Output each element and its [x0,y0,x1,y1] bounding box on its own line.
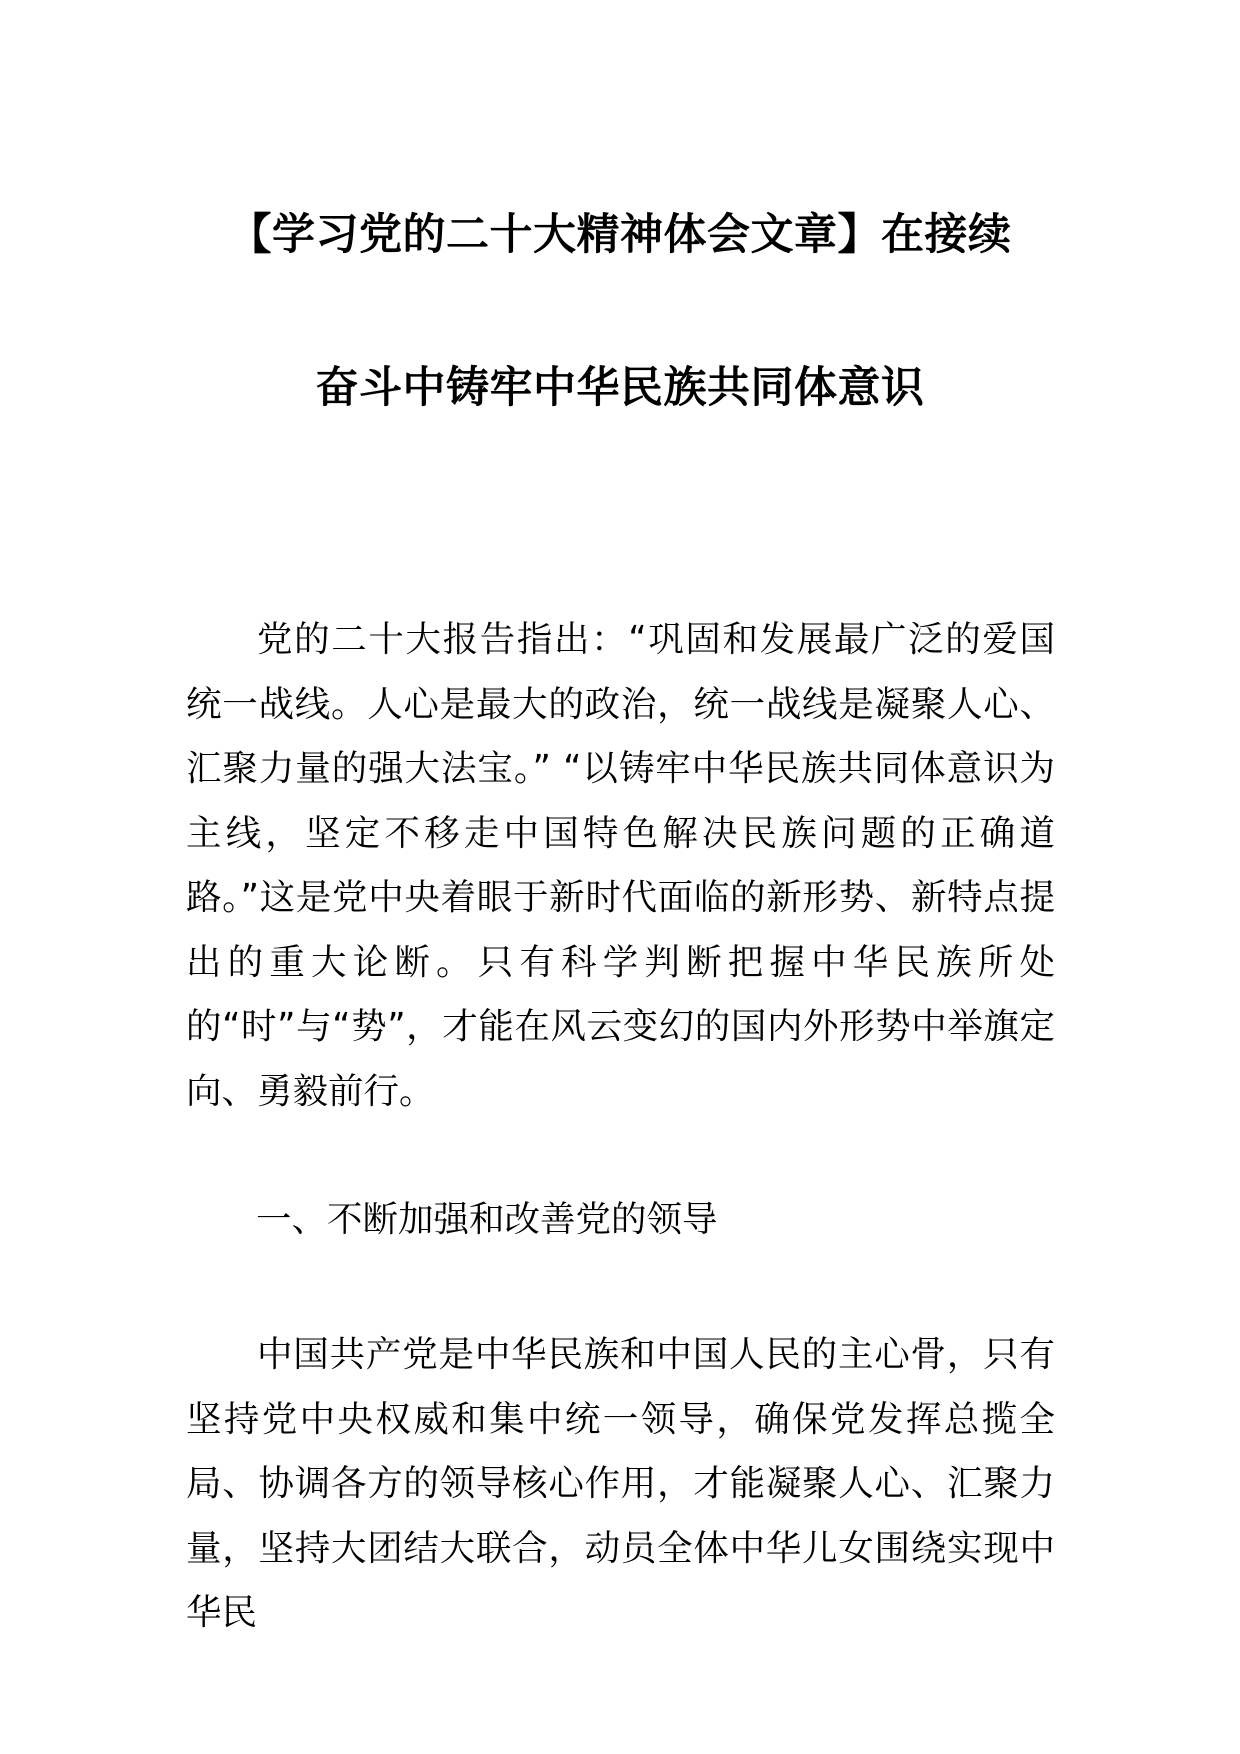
document-title-line-1: 【学习党的二十大精神体会文章】在接续 [228,210,1012,260]
section-heading: 一、不断加强和改善党的领导 [256,1199,718,1240]
body-paragraph-1: 党的二十大报告指出：“巩固和发展最广泛的爱国统一战线。人心是最大的政治，统一战线是凝聚人心、汇聚力量的强大法宝。” “以铸牢中华民族共同体意识为主线，坚定不移走中国特色解决民族问题的正确道路。”这是党中央着眼于新时代面临的新形势、新特点提出的重大论断。只有科学判断把握中华民族所处的“时”与“势”，才能在风云变幻的国内外形势中举旗定向、勇毅前行。 [186,619,1055,1112]
body-paragraph-2: 中国共产党是中华民族和中国人民的主心骨，只有坚持党中央权威和集中统一领导，确保党发挥总揽全局、协调各方的领导核心作用，才能凝聚人心、汇聚力量，坚持大团结大联合，动员全体中华儿女围绕实现中华民 [186,1334,1055,1633]
document-title-line-2: 奋斗中铸牢中华民族共同体意识 [315,363,925,413]
